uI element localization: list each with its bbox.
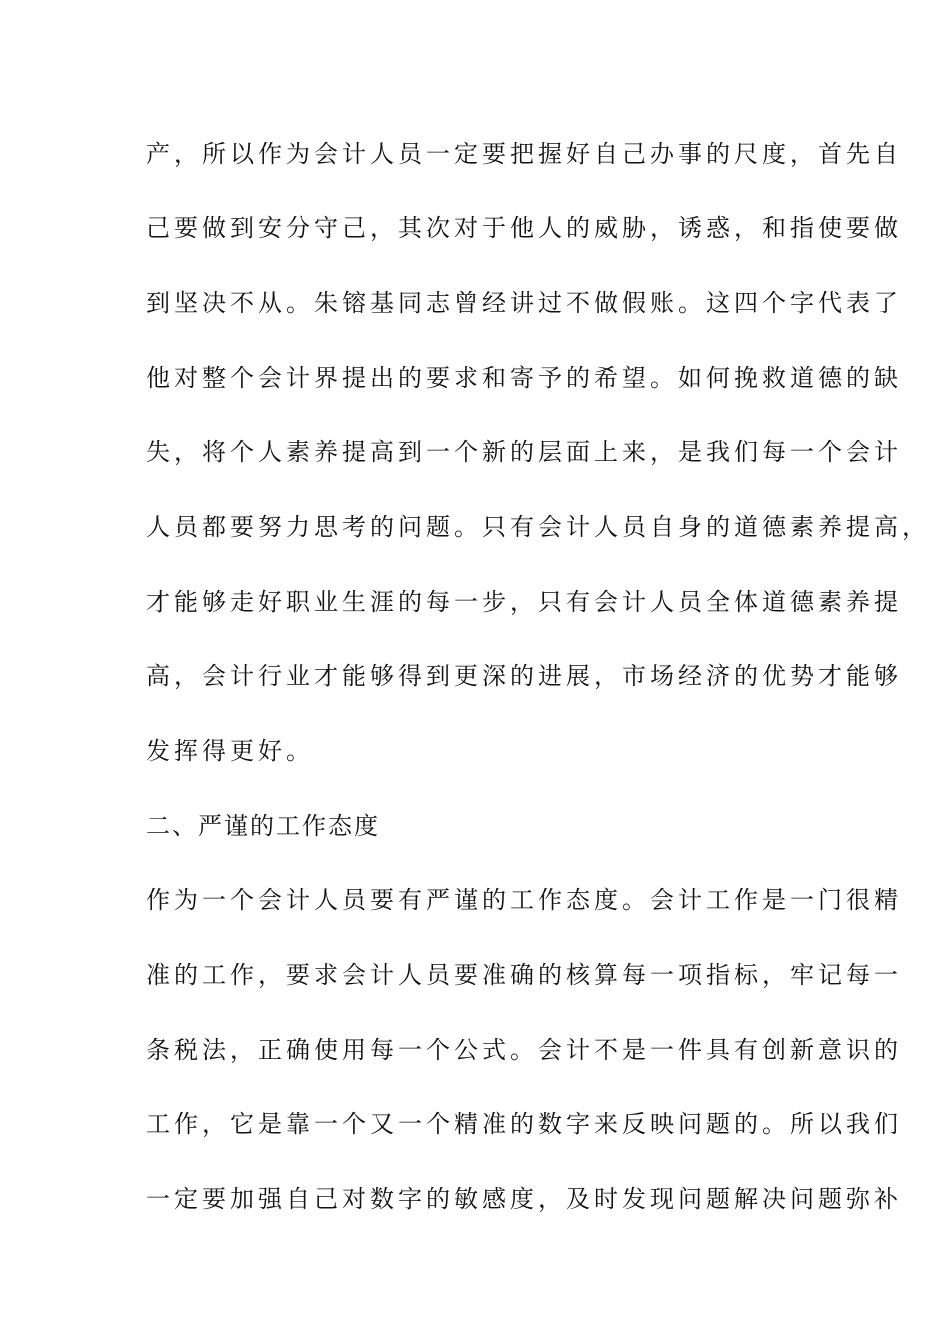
paragraph-line: 作为一个会计人员要有严谨的工作态度。会计工作是一门很精 — [146, 886, 902, 914]
paragraph-line: 一定要加强自己对数字的敏感度，及时发现问题解决问题弥补 — [146, 1185, 902, 1213]
paragraph-line: 产，所以作为会计人员一定要把握好自己办事的尺度，首先自 — [146, 140, 902, 168]
paragraph-line: 高，会计行业才能够得到更深的进展，市场经济的优势才能够 — [146, 662, 902, 690]
paragraph-line: 工作，它是靠一个又一个精准的数字来反映问题的。所以我们 — [146, 1110, 902, 1138]
paragraph-line: 到坚决不从。朱镕基同志曾经讲过不做假账。这四个字代表了 — [146, 289, 902, 317]
section-heading: 二、严谨的工作态度 — [146, 812, 380, 840]
paragraph-line: 他对整个会计界提出的要求和寄予的希望。如何挽救道德的缺 — [146, 364, 902, 392]
paragraph-line: 条税法，正确使用每一个公式。会计不是一件具有创新意识的 — [146, 1036, 902, 1064]
paragraph-line: 才能够走好职业生涯的每一步，只有会计人员全体道德素养提 — [146, 588, 902, 616]
paragraph-line: 失，将个人素养提高到一个新的层面上来，是我们每一个会计 — [146, 438, 902, 466]
paragraph-line: 发挥得更好。 — [146, 737, 314, 765]
paragraph-line: 准的工作，要求会计人员要准确的核算每一项指标，牢记每一 — [146, 961, 902, 989]
paragraph-line: 人员都要努力思考的问题。只有会计人员自身的道德素养提高， — [146, 513, 930, 541]
paragraph-line: 己要做到安分守己，其次对于他人的威胁，诱惑，和指使要做 — [146, 214, 902, 242]
